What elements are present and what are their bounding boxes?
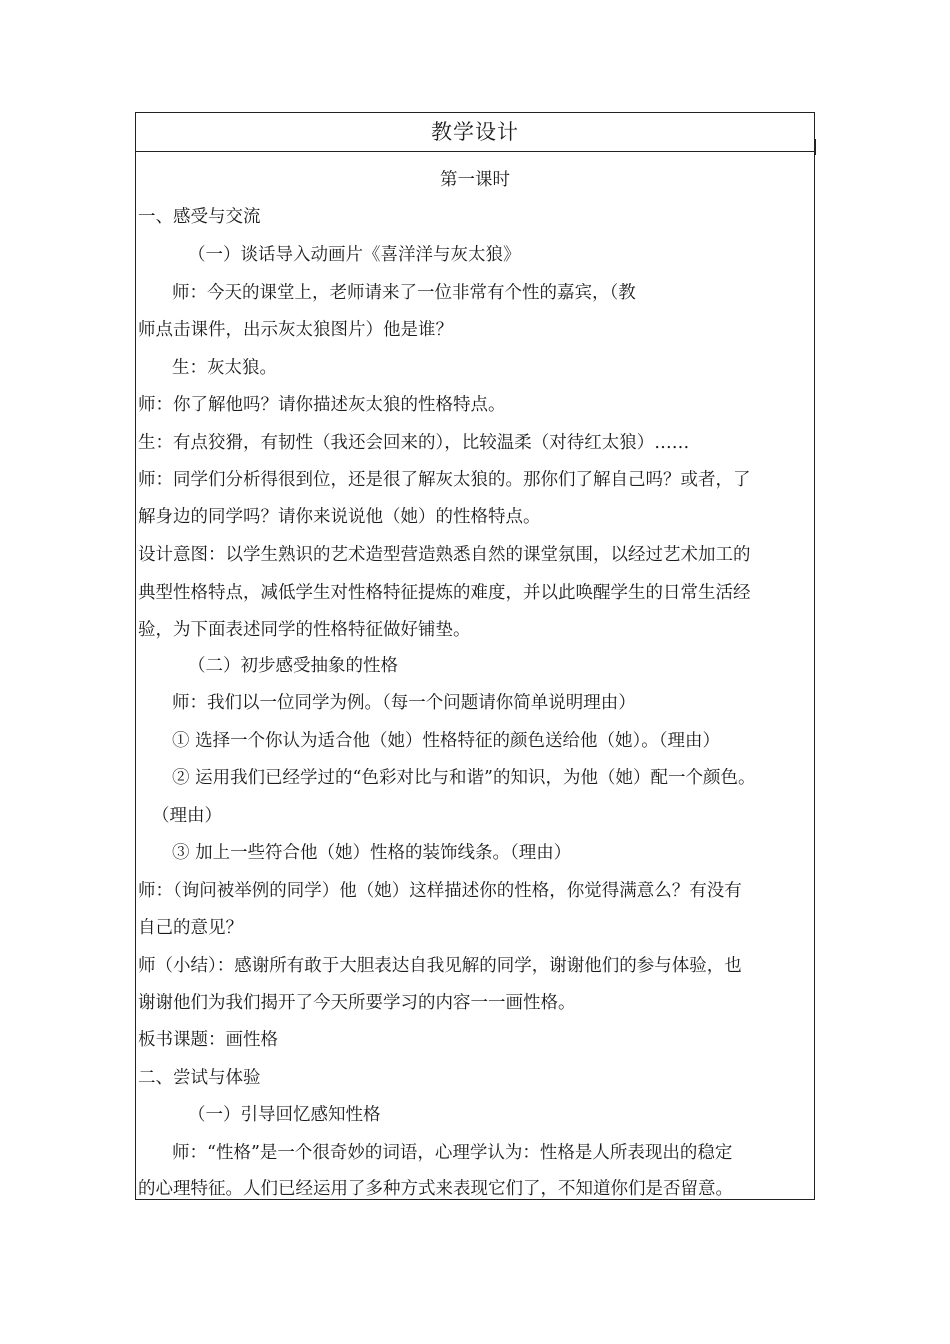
text-line: 自己的意见？ bbox=[138, 918, 243, 938]
lesson-period-heading: 第一课时 bbox=[440, 170, 510, 190]
lesson-plan-table bbox=[135, 112, 815, 1200]
text-line: 生：有点狡猾，有韧性（我还会回来的），比较温柔（对待红太狼）…… bbox=[138, 433, 690, 453]
blackboard-title-line: 板书课题：画性格 bbox=[138, 1030, 278, 1050]
text-line: 师：（询问被举例的同学）他（她）这样描述你的性格，你觉得满意么？有没有 bbox=[138, 881, 742, 901]
title-row bbox=[136, 113, 814, 152]
design-intent-line: 典型性格特点，减低学生对性格特征提炼的难度，并以此唤醒学生的日常生活经 bbox=[138, 583, 751, 603]
subsection-heading: （一）谈话导入动画片《喜洋洋与灰太狼》 bbox=[188, 245, 521, 265]
subsection-heading: （二）初步感受抽象的性格 bbox=[188, 656, 398, 676]
text-line: 师：你了解他吗？请你描述灰太狼的性格特点。 bbox=[138, 395, 506, 415]
border-tick bbox=[814, 139, 816, 155]
design-intent-line: 验，为下面表述同学的性格特征做好铺垫。 bbox=[138, 620, 471, 640]
text-line: 谢谢他们为我们揭开了今天所要学习的内容一一画性格。 bbox=[138, 993, 576, 1013]
design-intent-line: 设计意图：以学生熟识的艺术造型营造熟悉自然的课堂氛围，以经过艺术加工的 bbox=[138, 545, 751, 565]
numbered-item: ③ 加上一些符合他（她）性格的装饰线条。（理由） bbox=[172, 843, 572, 863]
section-heading: 二、尝试与体验 bbox=[138, 1068, 261, 1088]
text-line: 师：“性格”是一个很奇妙的词语，心理学认为：性格是人所表现出的稳定 bbox=[172, 1143, 733, 1163]
text-line: 师：我们以一位同学为例。（每一个问题请你简单说明理由） bbox=[172, 693, 636, 713]
text-line: 师：同学们分析得很到位，还是很了解灰太狼的。那你们了解自己吗？或者，了 bbox=[138, 470, 751, 490]
text-line: 师（小结）：感谢所有敢于大胆表达自我见解的同学，谢谢他们的参与体验，也 bbox=[138, 956, 742, 976]
text-line: 师：今天的课堂上，老师请来了一位非常有个性的嘉宾，（教 bbox=[172, 283, 636, 303]
text-line: 师点击课件，出示灰太狼图片）他是谁？ bbox=[138, 320, 453, 340]
subsection-heading: （一）引导回忆感知性格 bbox=[188, 1105, 381, 1125]
text-line: （理由） bbox=[152, 806, 222, 826]
document-title: 教学设计 bbox=[431, 120, 519, 144]
text-line: 生：灰太狼。 bbox=[172, 358, 277, 378]
text-line: 的心理特征。人们已经运用了多种方式来表现它们了，不知道你们是否留意。 bbox=[138, 1179, 733, 1199]
section-heading: 一、感受与交流 bbox=[138, 207, 261, 227]
numbered-item: ① 选择一个你认为适合他（她）性格特征的颜色送给他（她）。（理由） bbox=[172, 731, 721, 751]
numbered-item: ② 运用我们已经学过的“色彩对比与和谐”的知识，为他（她）配一个颜色。 bbox=[172, 768, 756, 788]
text-line: 解身边的同学吗？请你来说说他（她）的性格特点。 bbox=[138, 507, 541, 527]
